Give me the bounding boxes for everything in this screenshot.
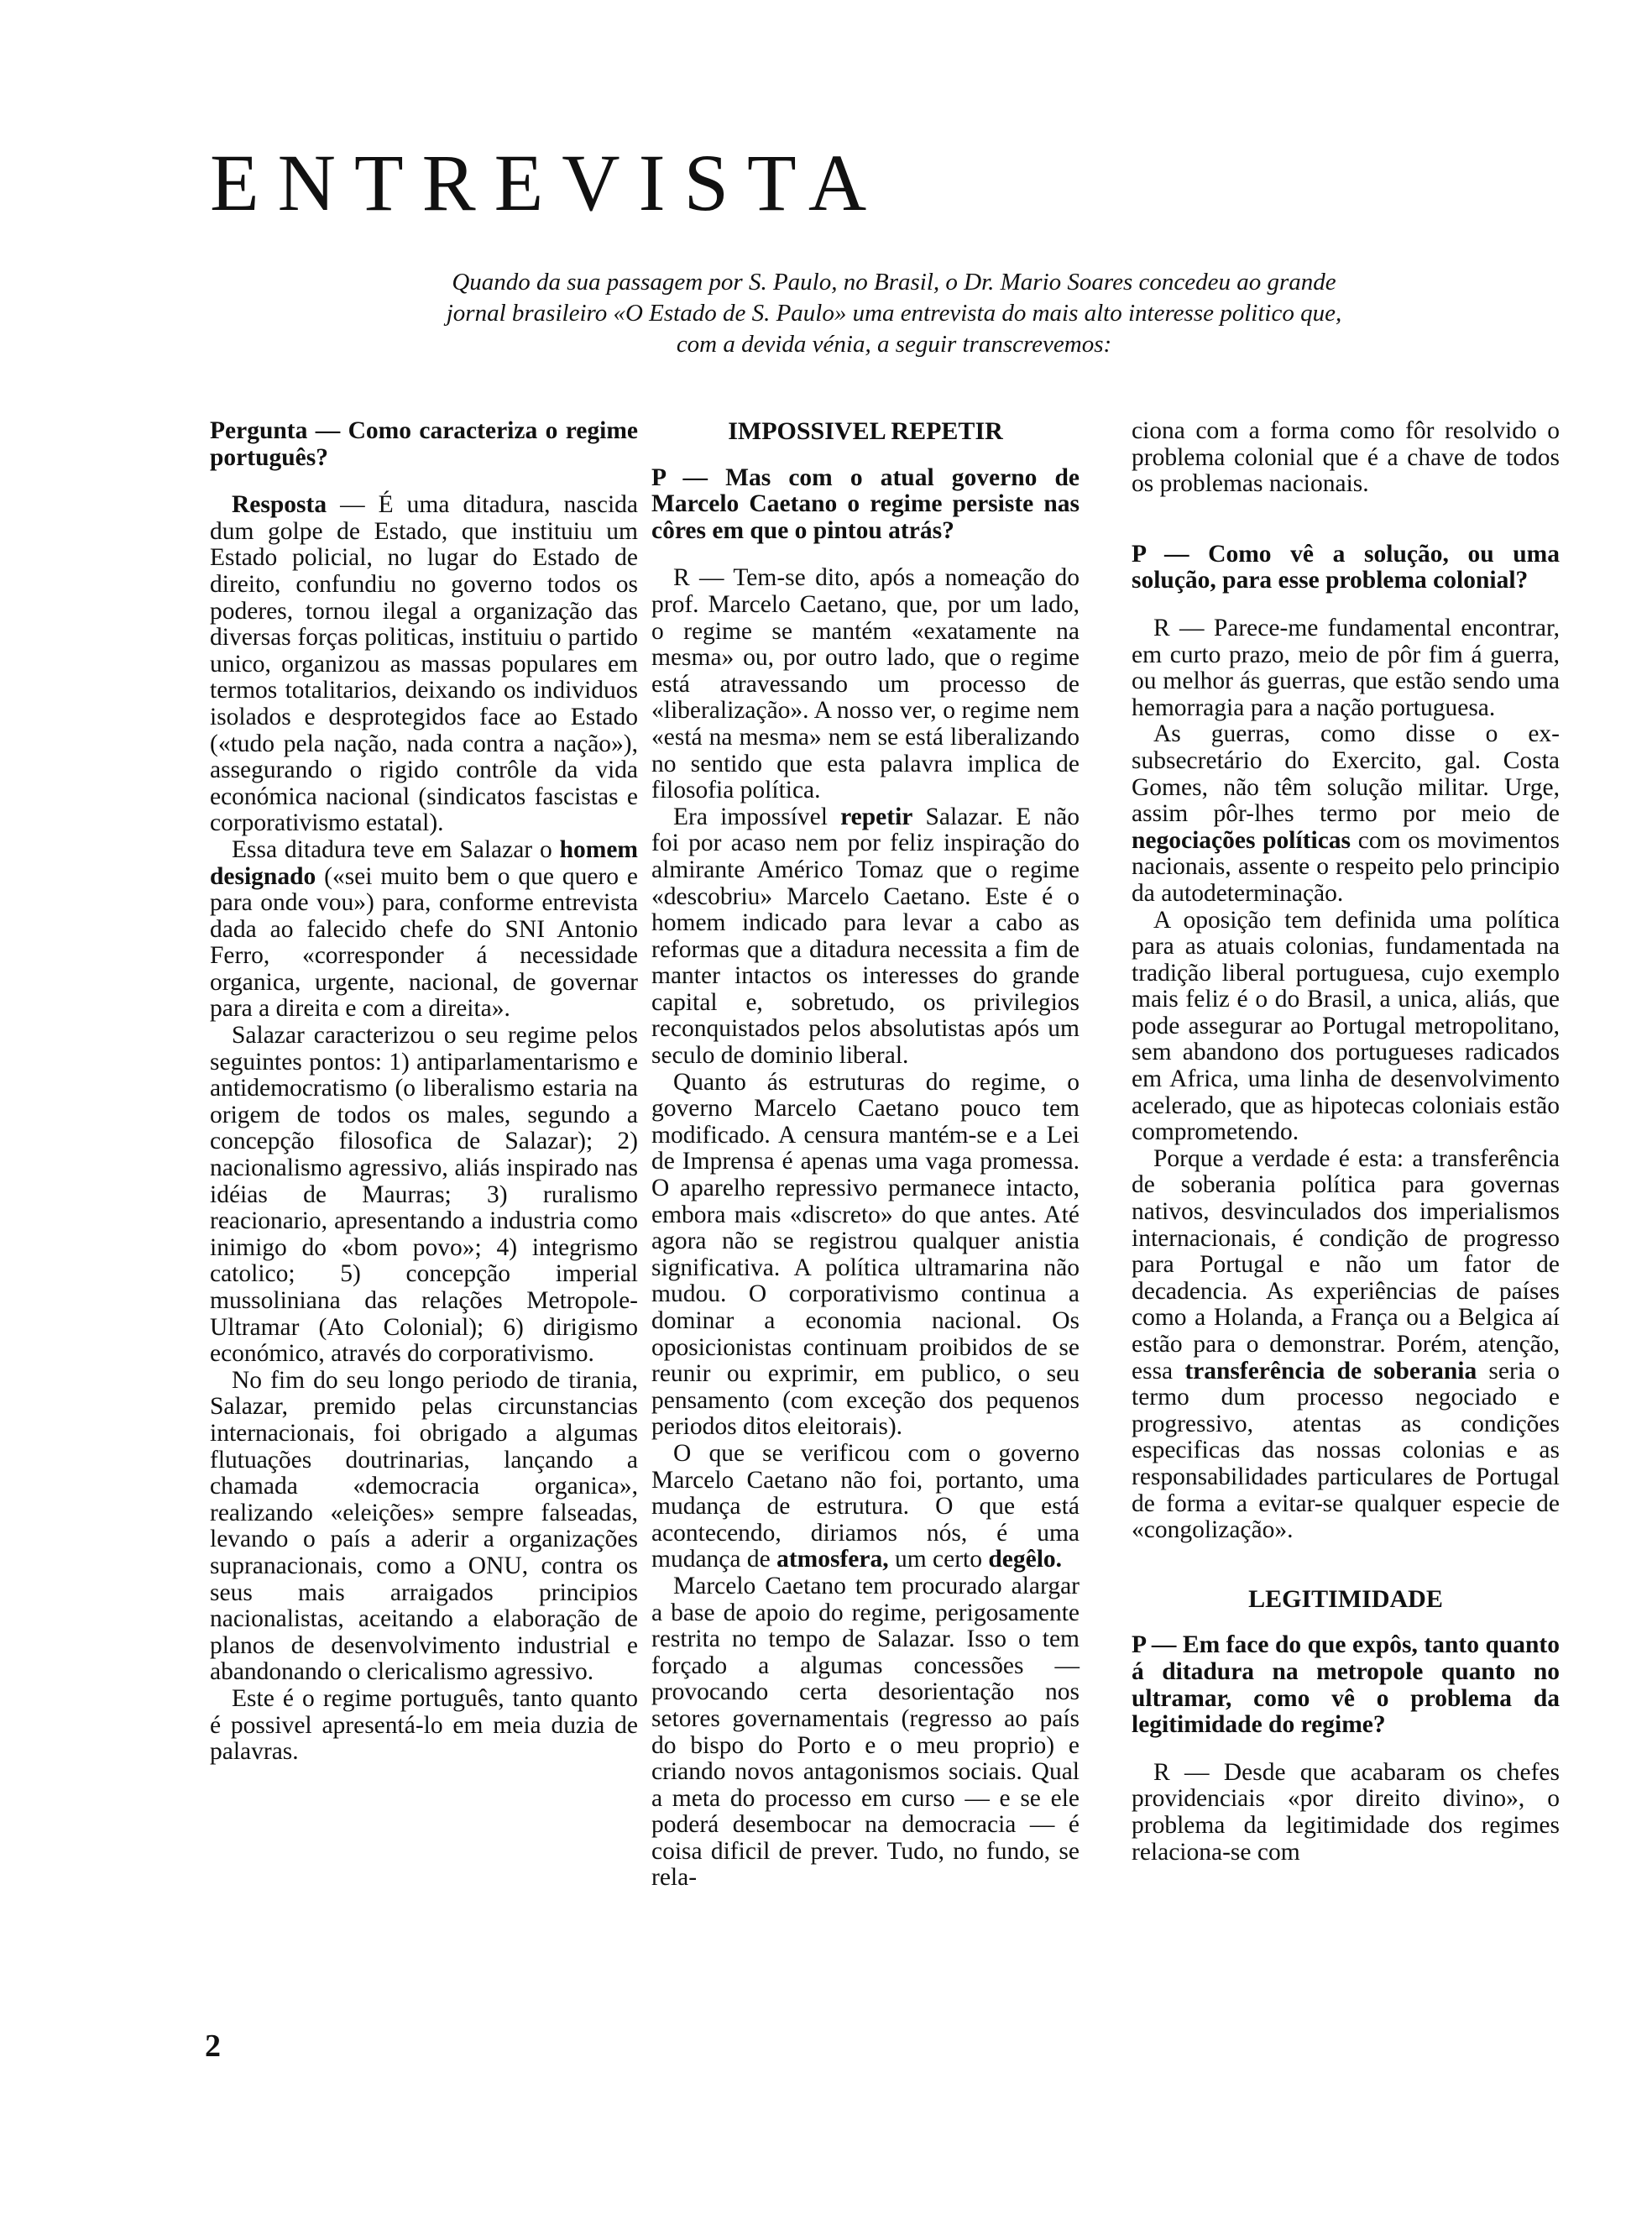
- paragraph: A oposição tem definida uma política para as atuais colonias, fundamentada na tradição liberal portuguesa, cujo exemplo mais feliz é o do Brasil, a unica, aliás, que pode assegurar ao Portugal metropolitano, sem abandono dos portugueses radicados em Africa, uma linha de desenvolvimento acelerado, que as hipotecas coloniais estão comprometendo.: [1132, 906, 1560, 1146]
- question-1: Pergunta — Como caracteriza o regime português?: [210, 417, 638, 471]
- section-heading-legitimidade: LEGITIMIDADE: [1248, 1584, 1443, 1613]
- paragraph: [1132, 1146, 1560, 1544]
- text-run: Porque a verdade é esta: a transferência de soberania política para governas nativos, desvinculados dos imperialismos internacionais, é condição de progresso para Portugal e não um fator de decadencia. As experiências de países como a Holanda, a França ou a Belgica aí estão para o demonstrar. Porém, atenção, essa: [1132, 1144, 1560, 1385]
- text-run: com os movimentos nacionais, assente o respeito pelo principio da autodeterminação.: [1132, 826, 1560, 907]
- bold-run: transferência de soberania: [1184, 1357, 1477, 1385]
- paragraph: Salazar caracterizou o seu regime pelos seguintes pontos: 1) antiparlamentarismo e antidemocratismo (o liberalismo estaria na origem de todos os males, segundo a concepção filosofica de Salazar); 2) nacionalismo agressivo, aliás inspirado nas idéias de Maurras; 3) ruralismo reacionario, apresentando a industria como inimigo do «bom povo»; 4) integrismo catolico; 5) concepção imperial mussoliniana das relações Metropole-Ultramar (Ato Colonial); 6) dirigismo económico, através do corporativismo.: [210, 1022, 638, 1368]
- page-number: 2: [205, 2028, 221, 2064]
- answer-1: [210, 492, 638, 837]
- text-run: O que se verificou com o governo Marcelo Caetano não foi, portanto, uma mudança de estrutura. O que está acontecendo, diriamos nós, é uma mudança de: [651, 1439, 1080, 1573]
- bold-run: homem designado: [210, 835, 638, 890]
- question-3: P — Como vê a solução, ou uma solução, para esse problema colonial?: [1132, 540, 1560, 594]
- text-run: Era impossível: [673, 803, 841, 830]
- question-4: P — Em face do que expôs, tanto quanto á ditadura na metropole quanto no ultramar, como vê o problema da legitimidade do regime?: [1132, 1631, 1560, 1739]
- bold-run: negociações políticas: [1132, 826, 1351, 854]
- section-heading-impossivel-repetir: IMPOSSIVEL REPETIR: [728, 417, 1003, 445]
- paragraph: [210, 837, 638, 1023]
- paragraph: Quanto ás estruturas do regime, o governo Marcelo Caetano pouco tem modificado. A censura mantém-se e a Lei de Imprensa é apenas uma vaga promessa. O aparelho repressivo permanece intacto, embora mais «discreto» do que antes. Até agora não se registrou qualquer anistia significativa. A política ultramarina não mudou. O corporativismo continua a dominar a economia nacional. Os oposicionistas continuam proibidos de se reunir ou exprimir, em publico, o seu pensamento (com exceção dos pequenos periodos ditos eleitorais).: [651, 1068, 1080, 1441]
- text-run: Salazar. E não foi por acaso nem por feliz inspiração do almirante Américo Tomaz que o regime «descobriu» Marcelo Caetano. Este é o homem indicado para levar a cabo as reformas que a ditadura necessita a fim de manter intactos os interesses do grande capital e, sobretudo, os privilegios reconquistados pelos absolutistas após um seculo de dominio liberal.: [651, 803, 1080, 1070]
- page-title: ENTREVISTA: [210, 138, 886, 228]
- bold-run: atmosfera,: [776, 1546, 889, 1573]
- paragraph: ciona com a forma como fôr resolvido o problema colonial que é a chave de todos os problemas nacionais.: [1132, 417, 1560, 498]
- bold-run: degêlo.: [988, 1546, 1063, 1573]
- answer-2: R — Tem-se dito, após a nomeação do prof. Marcelo Caetano, que, por um lado, o regime se mantém «exatamente na mesma» ou, por outro lado, que o regime está atravessando um processo de «liberalização». A nosso ver, o regime nem «está na mesma» nem se está liberalizando no sentido que esta palavra implica de filosofia política.: [651, 564, 1080, 804]
- question-2: P — Mas com o atual governo de Marcelo Caetano o regime persiste nas côres em que o pintou atrás?: [651, 463, 1080, 544]
- paragraph: Marcelo Caetano tem procurado alargar a base de apoio do regime, perigosamente restrita no tempo de Salazar. Isso o tem forçado a algumas concessões — provocando certa desorientação nos setores governamentais (regresso ao país do bispo do Porto e o meu proprio) e criando novos antagonismos sociais. Qual a meta do processo em curso — e se ele poderá desembocar na democracia — é coisa dificil de prever. Tudo, no fundo, se rela-: [651, 1572, 1080, 1892]
- answer-4: R — Desde que acabaram os chefes providenciais «por direito divino», o problema da legitimidade dos regimes relaciona-se com: [1132, 1758, 1560, 1866]
- column-2: [651, 418, 1080, 1892]
- column-3: [1132, 418, 1560, 1866]
- paragraph: [651, 804, 1080, 1070]
- answer-lead: Resposta: [232, 491, 327, 519]
- text-run: («sei muito bem o que quero e para onde vou») para, conforme entrevista dada ao falecido chefe do SNI Antonio Ferro, «corresponder á necessidade organica, urgente, nacional, de governar para a direita e com a direita».: [210, 862, 638, 1023]
- answer-3: R — Parece-me fundamental encontrar, em curto prazo, meio de pôr fim á guerra, ou melhor ás guerras, que estão sendo uma hemorragia para a nação portuguesa.: [1132, 614, 1560, 721]
- answer-1-text: — É uma ditadura, nascida dum golpe de Estado, que instituiu um Estado policial, no lugar do Estado de direito, confundiu no governo todos os poderes, tornou ilegal a organização das diversas forças politicas, instituiu o partido unico, organizou as massas populares em termos totalitarios, deixando os individuos isolados e desprotegidos face ao Estado («tudo pela nação, nada contra a nação»), assegurando o rigido contrôle da vida económica nacional (sindicatos fascistas e corporativismo estatal).: [210, 491, 638, 837]
- text-run: seria o termo dum processo negociado e progressivo, atentas as condições especificas das nossas colonias e as responsabilidades particulares de Portugal de forma a evitar-se qualquer especie de «congolização».: [1132, 1357, 1561, 1544]
- column-1: [210, 418, 638, 1766]
- paragraph: Este é o regime português, tanto quanto é possivel apresentá-lo em meia duzia de palavras.: [210, 1684, 638, 1766]
- paragraph: [1132, 721, 1560, 907]
- text-run: As guerras, como disse o ex-subsecretário do Exercito, gal. Costa Gomes, não têm solução militar. Urge, assim pôr-lhes termo por meio de: [1132, 720, 1560, 828]
- paragraph: [651, 1441, 1080, 1573]
- bold-run: repetir: [840, 803, 913, 830]
- text-run: Essa ditadura teve em Salazar o: [232, 835, 560, 863]
- text-run: um certo: [888, 1546, 989, 1573]
- intro-paragraph: Quando da sua passagem por S. Paulo, no Brasil, o Dr. Mario Soares concedeu ao grande jornal brasileiro «O Estado de S. Paulo» uma entrevista do mais alto interesse politico que, com a devida vénia, a seguir transcrevemos:: [446, 269, 1342, 358]
- paragraph: No fim do seu longo periodo de tirania, Salazar, premido pelas circunstancias internacionais, foi obrigado a algumas flutuações doutrinarias, lançando a chamada «democracia organica», realizando «eleições» sempre falseadas, levando o país a aderir a organizações supranacionais, como a ONU, contra os seus mais arraigados principios nacionalistas, aceitando a elaboração de planos de desenvolvimento industrial e abandonando o clericalismo agressivo.: [210, 1366, 638, 1686]
